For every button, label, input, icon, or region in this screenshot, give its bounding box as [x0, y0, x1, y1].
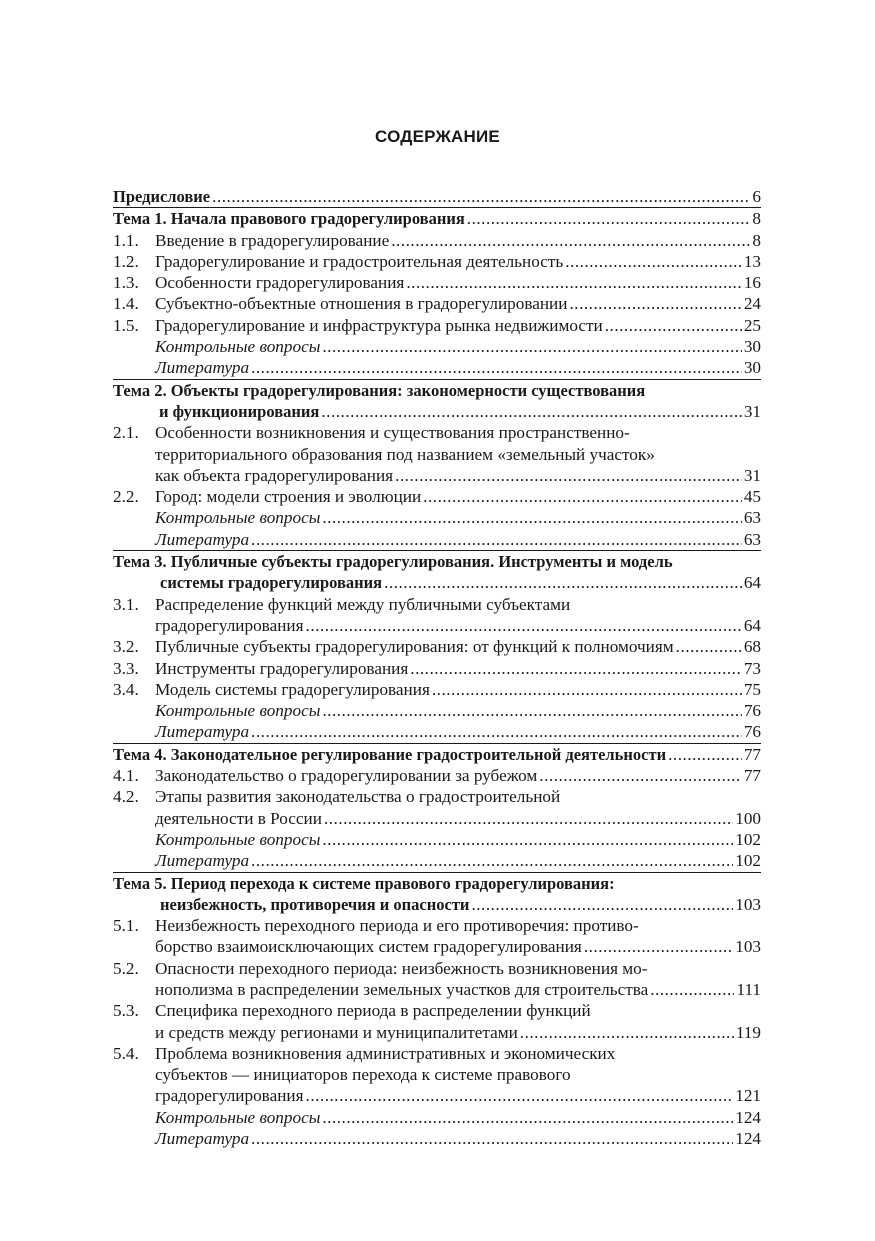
toc-entry-title: Предисловие: [113, 187, 211, 206]
toc-page-number: 8: [752, 230, 761, 250]
toc-item-number: 5.1.: [113, 916, 139, 936]
toc-entry: [113, 186, 761, 207]
toc-entry-title: субъектов — инициаторов перехода к системе правового: [155, 1065, 571, 1085]
toc-entry: [155, 293, 761, 314]
toc-item-number: 5.4.: [113, 1043, 139, 1063]
toc-page-number: 16: [743, 273, 761, 293]
dot-leader: [322, 507, 741, 528]
toc-entry-title: Контрольные вопросы: [155, 337, 321, 357]
dot-leader: [306, 615, 742, 636]
toc-page-number: 63: [743, 508, 761, 528]
dot-leader: [406, 272, 741, 293]
toc-page-number: 13: [743, 251, 761, 271]
toc-page-number: 119: [735, 1022, 761, 1042]
toc-page-number: 73: [743, 658, 761, 678]
toc-entry: [155, 315, 761, 336]
toc-entry-title: Модель системы градорегулирования: [155, 679, 430, 699]
toc-row[interactable]: [113, 721, 761, 742]
toc-entry: [160, 572, 761, 593]
toc-page-number: 124: [735, 1107, 761, 1127]
toc-entry-title: Законодательство о градорегулировании за рубежом: [155, 766, 538, 786]
toc-entry-title: Введение в градорегулирование: [155, 230, 390, 250]
dot-leader: [251, 721, 742, 742]
toc-entry: [155, 1043, 615, 1064]
toc-row[interactable]: [113, 230, 761, 251]
dot-leader: [565, 251, 742, 272]
toc-entry-title: Литература: [155, 529, 250, 549]
toc-row[interactable]: [113, 401, 761, 422]
toc-entry-title: как объекта градорегулирования: [155, 465, 394, 485]
toc-page-number: 64: [743, 615, 761, 635]
toc-entry: [155, 958, 647, 979]
toc-row[interactable]: [113, 894, 761, 915]
dot-leader: [410, 658, 742, 679]
toc-entry-title: Градорегулирование и градостроительная деятельность: [155, 251, 564, 271]
toc-entry: [155, 765, 761, 786]
toc-entry: [155, 336, 761, 357]
dot-leader: [423, 486, 742, 507]
toc-entry-title: Тема 4. Законодательное регулирование градостроительной деятельности: [113, 744, 667, 764]
toc-entry-title: Литература: [155, 722, 250, 742]
toc-row[interactable]: [113, 1000, 761, 1021]
toc-page-number: 102: [735, 829, 761, 849]
toc-page-number: 77: [743, 744, 761, 764]
toc-row[interactable]: [113, 829, 761, 850]
toc-row[interactable]: [113, 293, 761, 314]
toc-page-number: 31: [743, 465, 761, 485]
toc-row[interactable]: [113, 315, 761, 336]
dot-leader: [306, 1085, 734, 1106]
toc-row[interactable]: [113, 186, 761, 207]
toc-entry: [113, 744, 761, 765]
toc-entry: [155, 786, 560, 807]
toc-row[interactable]: [113, 336, 761, 357]
toc-entry-title: Контрольные вопросы: [155, 829, 321, 849]
toc-entry-title: Тема 2. Объекты градорегулирования: закономерности существования: [113, 380, 646, 400]
toc-entry: [160, 894, 761, 915]
toc-page-number: 103: [735, 937, 761, 957]
toc-entry: [113, 380, 645, 401]
toc-entry: [155, 658, 761, 679]
toc-entry-title: градорегулирования: [155, 615, 304, 635]
toc-page-number: 24: [743, 294, 761, 314]
toc-entry: [155, 422, 630, 443]
toc-item-number: 5.2.: [113, 958, 139, 978]
dot-leader: [539, 765, 742, 786]
toc-entry: [155, 829, 761, 850]
toc-entry-title: и средств между регионами и муниципалитетами: [155, 1022, 518, 1042]
toc-entry: [155, 979, 761, 1000]
toc-row[interactable]: [113, 1064, 761, 1085]
toc-page-number: 8: [752, 209, 761, 229]
toc-entry-title: Специфика переходного периода в распределении функций: [155, 1001, 591, 1021]
dot-leader: [322, 336, 741, 357]
toc-entry-title: и функционирования: [159, 401, 320, 421]
toc-row[interactable]: [113, 272, 761, 293]
toc-row[interactable]: [113, 465, 761, 486]
toc-page-number: 76: [743, 722, 761, 742]
toc-entry-title: Распределение функций между публичными субъектами: [155, 594, 571, 614]
toc-entry-title: Особенности возникновения и существования пространственно-: [155, 423, 630, 443]
toc-page-number: 121: [735, 1086, 761, 1106]
dot-leader: [650, 979, 734, 1000]
toc-row[interactable]: [113, 979, 761, 1000]
toc-row[interactable]: [113, 636, 761, 657]
dot-leader: [384, 572, 742, 593]
toc-entry-title: Этапы развития законодательства о градостроительной: [155, 787, 561, 807]
toc-row[interactable]: [113, 422, 761, 443]
toc-row[interactable]: [113, 679, 761, 700]
toc-row[interactable]: [113, 1107, 761, 1128]
dot-leader: [321, 401, 742, 422]
toc-page-number: 111: [736, 979, 761, 999]
toc-row[interactable]: [113, 594, 761, 615]
toc-row[interactable]: [113, 872, 761, 894]
toc-row[interactable]: [113, 444, 761, 465]
dot-leader: [395, 465, 742, 486]
toc-entry-title: Литература: [155, 851, 250, 871]
dot-leader: [668, 744, 742, 765]
toc-page-number: 64: [743, 573, 761, 593]
toc-item-number: 2.1.: [113, 423, 139, 443]
toc-row[interactable]: [113, 357, 761, 378]
toc-item-number: 3.1.: [113, 594, 139, 614]
toc-row[interactable]: [113, 207, 761, 229]
toc-item-number: 1.5.: [113, 315, 139, 335]
toc-entry-title: Публичные субъекты градорегулирования: от функций к полномочиям: [155, 637, 674, 657]
toc-entry-title: системы градорегулирования: [160, 573, 383, 593]
toc-item-number: 4.1.: [113, 766, 139, 786]
toc-row[interactable]: [113, 1043, 761, 1064]
toc-row[interactable]: [113, 765, 761, 786]
dot-leader: [467, 208, 751, 229]
toc-entry-title: Тема 5. Период перехода к системе правового градорегулирования:: [113, 873, 615, 893]
toc-entry-title: Инструменты градорегулирования: [155, 658, 409, 678]
toc-page-number: 75: [743, 679, 761, 699]
dot-leader: [251, 357, 742, 378]
toc-page-number: 25: [743, 315, 761, 335]
toc-row[interactable]: [113, 1085, 761, 1106]
dot-leader: [676, 636, 742, 657]
toc-entry: [155, 1000, 591, 1021]
toc-entry-title: Литература: [155, 358, 250, 378]
toc-page-number: 124: [735, 1129, 761, 1149]
toc-entry-title: Тема 1. Начала правового градорегулирования: [113, 209, 465, 229]
toc-entry: [155, 850, 761, 871]
toc-entry-title: Проблема возникновения административных и экономических: [155, 1043, 616, 1063]
dot-leader: [212, 186, 750, 207]
toc-row[interactable]: [113, 808, 761, 829]
toc-entry-title: Контрольные вопросы: [155, 1107, 321, 1127]
toc-row[interactable]: [113, 486, 761, 507]
toc-entry-title: нополизма в распределении земельных участков для строительства: [155, 979, 649, 999]
toc-page-number: 103: [735, 894, 761, 914]
toc-entry: [155, 272, 761, 293]
dot-leader: [322, 700, 741, 721]
toc-entry: [155, 1128, 761, 1149]
toc-entry: [155, 636, 761, 657]
toc-entry: [155, 1107, 761, 1128]
toc-row[interactable]: [113, 658, 761, 679]
toc-page-number: 68: [743, 637, 761, 657]
dot-leader: [322, 829, 733, 850]
toc-entry: [113, 208, 761, 229]
toc-row[interactable]: [113, 700, 761, 721]
toc-row[interactable]: [113, 550, 761, 572]
dot-leader: [251, 1128, 733, 1149]
toc-entry: [155, 1022, 761, 1043]
toc-entry-title: Литература: [155, 1129, 250, 1149]
dot-leader: [251, 850, 733, 871]
toc-page-number: 77: [743, 766, 761, 786]
toc-item-number: 1.1.: [113, 230, 139, 250]
dot-leader: [584, 936, 733, 957]
toc-entry: [155, 721, 761, 742]
toc-entry: [113, 873, 615, 894]
toc-entry: [155, 230, 761, 251]
toc-entry: [113, 551, 673, 572]
toc-row[interactable]: [113, 379, 761, 401]
toc-entry: [155, 529, 761, 550]
toc-entry: [155, 357, 761, 378]
dot-leader: [391, 230, 750, 251]
toc-row[interactable]: [113, 915, 761, 936]
toc-page-number: 102: [735, 851, 761, 871]
page-title: СОДЕРЖАНИЕ: [375, 127, 500, 146]
toc-entry: [155, 808, 761, 829]
toc-row[interactable]: [113, 572, 761, 593]
toc-row[interactable]: [113, 507, 761, 528]
toc-row[interactable]: [113, 850, 761, 871]
toc-item-number: 3.4.: [113, 679, 139, 699]
toc-item-number: 1.4.: [113, 294, 139, 314]
table-of-contents: [113, 186, 761, 1149]
toc-entry-title: Неизбежность переходного периода и его противоречия: противо-: [155, 916, 639, 936]
toc-entry: [155, 594, 570, 615]
toc-page-number: 31: [743, 401, 761, 421]
toc-entry-title: деятельности в России: [155, 808, 322, 828]
toc-entry-title: Субъектно-объектные отношения в градорегулировании: [155, 294, 568, 314]
toc-row[interactable]: [113, 1128, 761, 1149]
toc-entry: [155, 1085, 761, 1106]
dot-leader: [324, 808, 733, 829]
dot-leader: [605, 315, 742, 336]
toc-page-number: 30: [743, 358, 761, 378]
toc-entry-title: территориального образования под названием «земельный участок»: [155, 444, 655, 464]
toc-entry: [155, 700, 761, 721]
toc-entry-title: Опасности переходного периода: неизбежность возникновения мо-: [155, 958, 648, 978]
toc-row[interactable]: [113, 743, 761, 765]
toc-entry-title: Особенности градорегулирования: [155, 273, 405, 293]
toc-page-number: 76: [743, 701, 761, 721]
toc-item-number: 2.2.: [113, 487, 139, 507]
toc-entry: [155, 251, 761, 272]
toc-entry-title: Контрольные вопросы: [155, 701, 321, 721]
toc-entry: [159, 401, 761, 422]
dot-leader: [471, 894, 733, 915]
toc-entry: [155, 915, 639, 936]
toc-row[interactable]: [113, 958, 761, 979]
toc-entry: [155, 486, 761, 507]
toc-item-number: 3.3.: [113, 658, 139, 678]
toc-row[interactable]: [113, 615, 761, 636]
toc-row[interactable]: [113, 1022, 761, 1043]
toc-entry-title: Контрольные вопросы: [155, 508, 321, 528]
toc-item-number: 1.2.: [113, 251, 139, 271]
toc-entry: [155, 1064, 571, 1085]
dot-leader: [322, 1107, 733, 1128]
toc-entry-title: Градорегулирование и инфраструктура рынка недвижимости: [155, 315, 603, 335]
toc-page-number: 63: [743, 529, 761, 549]
toc-page-number: 30: [743, 337, 761, 357]
toc-item-number: 1.3.: [113, 273, 139, 293]
toc-entry: [155, 444, 655, 465]
toc-row[interactable]: [113, 251, 761, 272]
dot-leader: [251, 529, 742, 550]
toc-entry-title: Тема 3. Публичные субъекты градорегулирования. Инструменты и модель: [113, 552, 673, 572]
toc-item-number: 3.2.: [113, 637, 139, 657]
toc-row[interactable]: [113, 936, 761, 957]
dot-leader: [569, 293, 741, 314]
dot-leader: [520, 1022, 734, 1043]
toc-entry-title: градорегулирования: [155, 1086, 304, 1106]
toc-entry: [155, 465, 761, 486]
toc-entry: [155, 679, 761, 700]
toc-item-number: 4.2.: [113, 787, 139, 807]
toc-entry: [155, 507, 761, 528]
toc-entry: [155, 615, 761, 636]
toc-entry-title: борство взаимоисключающих систем градорегулирования: [155, 937, 582, 957]
toc-entry-title: Город: модели строения и эволюции: [155, 487, 422, 507]
toc-row[interactable]: [113, 786, 761, 807]
dot-leader: [432, 679, 742, 700]
toc-page-number: 6: [752, 187, 761, 206]
toc-row[interactable]: [113, 529, 761, 550]
toc-item-number: 5.3.: [113, 1001, 139, 1021]
toc-entry-title: неизбежность, противоречия и опасности: [160, 894, 470, 914]
toc-page-number: 45: [743, 487, 761, 507]
toc-entry: [155, 936, 761, 957]
toc-page-number: 100: [735, 808, 761, 828]
